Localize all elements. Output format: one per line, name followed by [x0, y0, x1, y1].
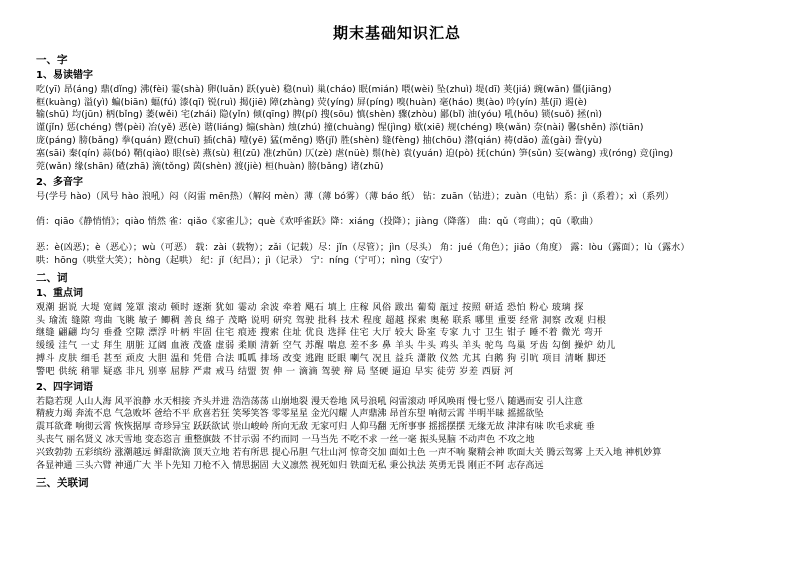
text-line: 缓缓 洼气 一丈 拜生 朋脏 辽阔 血液 茂盛 虚弱 柔顺 清新 空气 苏醒 喘息 差不多 鼻 羊头 牛头 鸡头 羊头 驼鸟 鸟巢 牙齿 勾倒 操炉 幼儿	[36, 341, 616, 352]
text-line: 哄：hōng（哄堂大笑）；hòng（起哄） 纪：jǐ（纪昌）；jì（记录） 宁：níng（宁可）；nìng（安宁）	[36, 256, 448, 267]
sub-heading-duoyinzi: 2、多音字	[36, 177, 83, 189]
text-line: 震耳欲聋 响彻云霄 恢恢据厚 奇珍异宝 跃跃欲试 崇山峻岭 所向无敌 无家可归 人仰马翻 无所事事 摇摇摆摆 无缘无故 津津有味 吹毛求疵 垂	[36, 422, 595, 433]
section-heading-ci: 二、词	[36, 271, 68, 284]
text-line: 塞(sāi) 秦(qín) 蒜(bó) 鞘(qiào) 眼(sè) 燕(sù) 租(zū) 准(zhǔn) 仄(zè) 虐(nüè) 鬃(hè) 袁(yuán) 迫(pò) 抚(chún) 笋(sǔn) 妄(wàng) 戎(róng) 竞(jìng)	[36, 149, 674, 160]
paragraph-duoyinzi	[36, 191, 758, 268]
text-line: 吃(yī) 昂(áng) 鼎(dǐng) 沸(fèi) 霎(shà) 卵(luǎn) 跃(yuè) 稳(nuì) 巢(cháo) 眠(mián) 喂(wèi) 坠(zhuì) 堤(dī) 荚(jiá) 豌(wān) 僵(jiāng)	[36, 84, 612, 95]
text-line: 框(kuàng) 溢(yì) 蝙(biān) 蝠(fú) 漆(qī) 锐(ruì) 揭(jiē) 障(zhàng) 荧(yíng) 屏(píng) 嗅(huàn) 毫(háo) 奥(ào) 吟(yín) 基(jī) 遏(è)	[36, 97, 588, 108]
text-line: 警吧 供统 稍罪 疑惑 非凡 别辜 屈脖 严肃 戒马 结盟 贺 伸 一 滴滴 驾驶 辩 局 坚硬 逼迫 早实 徒劳 岁差 西厨 河	[36, 367, 514, 378]
section-heading-zi: 一、字	[36, 54, 68, 66]
text-line: 搏斗 皮肤 细毛 甚至 顽皮 大胆 温和 凭借 合法 呱呱 排场 改变 逃跑 眨眼 喇气 况且 益兵 潇散 仪然 尤其 白鹅 狗 引吭 项目 清晰 脚还	[36, 354, 607, 365]
text-line: 头 瑜流 缝隙 弯曲 飞眺 敏子 鲫稠 善良 绵子 茂略 说明 研究 驾驶 批科 技术 程度 超越 探索 奥秘 联系 哪里 重要 经常 洞察 改观 归根	[36, 315, 607, 326]
text-line: 庞(páng) 膀(bǎng) 拳(quán) 蹬(chuī) 插(chā) 噎(yē) 猛(měng) 赂(jǐ) 胜(shèn) 缝(fèng) 抽(chōu) 潜(qián) 祷(dǎo) 盖(gài) 誊(yù)	[36, 136, 603, 147]
text-line-spacer	[36, 203, 758, 216]
text-line: 若隐若现 人山人海 风平浪静 水天相接 齐头并进 浩浩荡荡 山崩地裂 漫天卷地 风号浪吼 闷雷滚动 呼风唤雨 慢七竖八 随遇而安 引人注意	[36, 396, 583, 407]
paragraph-yiducuozi	[36, 84, 758, 174]
text-line: 号(学号 hào)（风号 hào 浪吼）闷（闷雷 mēn热）（解闷 mèn）薄（薄 bó雾）（薄 báo 纸） 钻：zuān（钻进）；zuàn（电钻）系：jì（系着）；xì（系列）	[36, 191, 674, 202]
text-line-spacer	[36, 229, 758, 242]
section-heading-guanlianci: 三、关联词	[36, 477, 89, 489]
text-line: 恶：è(凶恶)；è（恶心）；wù（可恶） 载：zài（载物）；zǎi（记载）尽：jǐn（尽管）；jìn（尽头） 角：jué（角色）；jiǎo（角度） 露：lòu（露面）；lù（露水）	[36, 243, 690, 254]
text-line: 精疲力竭 奔流不息 气急败坏 爸给不平 欣喜若狂 笑琴笑答 零零星星 金光闪耀 人声鼎沸 昂首东望 响彻云霄 半明半昧 摇摇欲坠	[36, 409, 544, 420]
paragraph-sizici	[36, 396, 758, 473]
text-line: 莞(wǎn) 缘(shān) 碴(zhā) 滴(tǒng) 茵(shèn) 渡(jiè) 桓(huàn) 膀(bǎng) 诸(zhū)	[36, 162, 384, 173]
text-line: 观潮 据说 大堤 宽阔 笼罩 滚动 顿时 逐渐 犹如 霎动 余波 牵着 飓石 填上 庄稼 风俗 跋出 葡萄 瓿过 按照 研适 恐怕 粉心 玻璃 探	[36, 302, 584, 313]
text-line: 谨(jǐn) 惩(chéng) 辔(pèi) 冶(yě) 恶(è) 谐(liáng) 煽(shàn) 烛(zhú) 撞(chuàng) 惺(jìng) 歇(xiē) 规(chéng) 唤(wǎn) 奈(nài) 馨(shěn) 添(tiān)	[36, 123, 644, 134]
text-line: 俏：qiāo《静悄悄》；qiào 悄然 雀：qiǎo《家雀儿》；què《欢呼雀跃》降：xiáng（投降）；jiàng（降落） 曲：qǔ（弯曲）；qū（歌曲）	[36, 217, 599, 228]
page-title: 期末基础知识汇总	[332, 24, 461, 42]
sub-heading-zhongdianci: 1、重点词	[36, 288, 83, 300]
text-line: 继缝 翩翩 均匀 垂叠 空隙 漂浮 叶柄 牢固 住宅 痕迹 搜索 住址 优良 选择 住宅 大厅 较大 卧室 专家 九寸 卫生 钳子 睡不着 微光 弯开	[36, 328, 603, 339]
sub-heading-yiducuozi: 1、易读错字	[36, 70, 93, 82]
text-line: 各显神通 三头六臂 神通广大 半卜先知 刀枪不入 情思据固 大义凛然 视死如归 铁面无私 秉公执法 英勇无畏 刚正不阿 志存高远	[36, 461, 544, 472]
text-line: 头丧气 丽名贤义 冰天雪地 变态恣言 重整旗鼓 不甘示弱 不约而同 一马当先 不吃不求 一丝一毫 振头晃脑 不动声色 不攻之地	[36, 435, 535, 446]
sub-heading-sizici: 2、四字词语	[36, 382, 93, 394]
paragraph-zhongdianci	[36, 302, 758, 379]
text-line: 输(shū) 均(jūn) 柄(bǐng) 萎(wěi) 宅(zhái) 隐(yǐn) 倾(qīng) 脾(pí) 搜(sōu) 慎(shèn) 骤(zhòu) 鄙(bǐ) 油(yóu) 吼(hǒu) 锁(suǒ) 拯(nì)	[36, 110, 603, 121]
text-line: 兴致勃勃 五彩缤纷 涨潮越远 鲜甜欲滴 顶天立地 若有所思 提心吊胆 气壮山河 惊奇交加 面如土色 一声不响 聚精会神 吹面大关 腾云驾雾 上天入地 神机妙算	[36, 448, 662, 459]
